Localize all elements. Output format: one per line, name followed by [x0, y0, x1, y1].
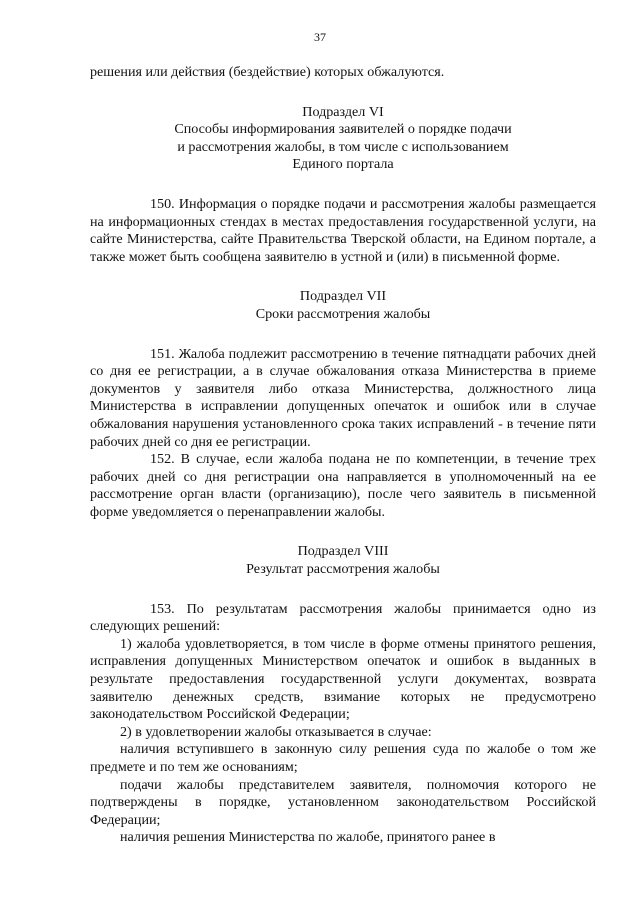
section-viii-title: Подраздел VIII: [297, 543, 389, 560]
section-vi-subtitle-line: и рассмотрения жалобы, в том числе с использованием: [177, 138, 509, 155]
section-vii-title: Подраздел VII: [299, 288, 387, 305]
list-subitem: подачи жалобы представителем заявителя, полномочия которого не подтверждены в порядке, установленном законодательством Российской Федерации;: [90, 776, 596, 828]
section-viii-subtitle: Результат рассмотрения жалобы: [246, 561, 440, 578]
intro-line: решения или действия (бездействие) которых обжалуются.: [90, 64, 445, 80]
section-vii-subtitle: Сроки рассмотрения жалобы: [255, 305, 431, 322]
section-vii-heading: [90, 288, 596, 323]
section-vi-title: Подраздел VI: [302, 103, 384, 120]
section-vi-heading: [90, 104, 596, 174]
section-vi-subtitle-line: Единого портала: [292, 156, 394, 173]
list-item-2: 2) в удовлетворении жалобы отказывается в случае:: [120, 723, 432, 740]
paragraph-150: 150. Информация о порядке подачи и рассмотрения жалобы размещается на информационных стендах в местах предоставления государственной услуги, на сайте Министерства, сайте Правительства Тверской области, на Едином портале, а также может быть сообщена заявителю в устной и (или) в письменной форме.: [90, 195, 596, 265]
paragraph-151: 151. Жалоба подлежит рассмотрению в течение пятнадцати рабочих дней со дня ее регистрации, а в случае обжалования отказа Министерства в приеме документов у заявителя либо отказа Министерства, должностного лица Министерства в исправлении допущенных опечаток и ошибок или в случае обжалования нарушения установленного срока таких исправлений - в течение пяти рабочих дней со дня ее регистрации.: [90, 345, 596, 450]
page-number: 37: [314, 30, 326, 44]
list-subitem: наличия решения Министерства по жалобе, принятого ранее в: [120, 829, 496, 846]
list-subitem: наличия вступившего в законную силу решения суда по жалобе о том же предмете и по тем же основаниям;: [90, 741, 596, 775]
document-body: [90, 64, 596, 847]
paragraph-152: 152. В случае, если жалоба подана не по компетенции, в течение трех рабочих дней со дня регистрации она направляется в уполномоченный на ее рассмотрение орган власти (организацию), после чего заявитель в письменной форме уведомляется о перенаправлении жалобы.: [90, 451, 596, 520]
paragraph-153: 153. По результатам рассмотрения жалобы принимается одно из следующих решений:: [90, 600, 596, 635]
section-vi-subtitle-line: Способы информирования заявителей о порядке подачи: [174, 121, 512, 138]
section-viii-heading: [90, 543, 596, 578]
list-item-1: 1) жалоба удовлетворяется, в том числе в форме отмены принятого решения, исправления допущенных Министерством опечаток и ошибок в выданных в результате предоставления государственной услуги документах, возврата заявителю денежных средств, взимание которых не предусмотрено законодательством Российской Федерации;: [90, 635, 596, 723]
